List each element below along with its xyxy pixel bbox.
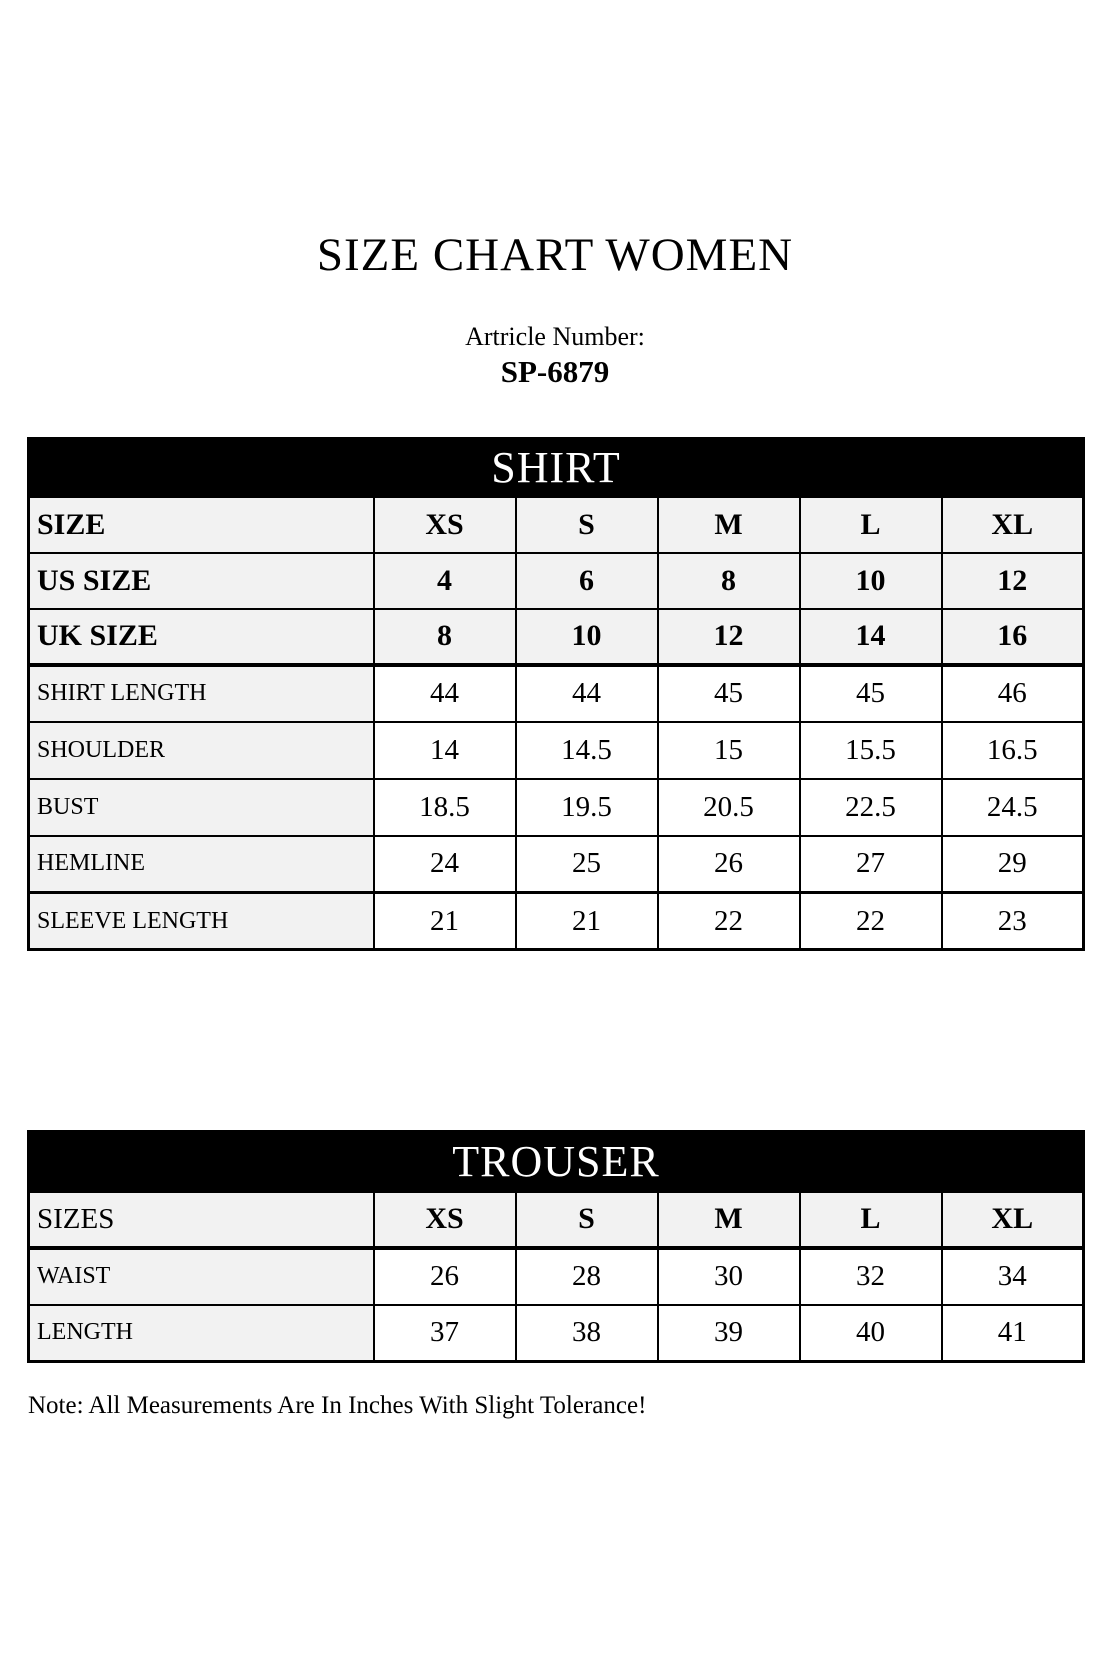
article-number-label: Artricle Number: <box>465 322 645 351</box>
measurement-row <box>29 893 1084 950</box>
size-value: 8 <box>374 609 516 665</box>
size-value: XL <box>942 1192 1084 1248</box>
measurement-value: 30 <box>658 1248 800 1305</box>
size-value: 12 <box>942 553 1084 609</box>
size-value: XS <box>374 1192 516 1248</box>
measurement-value: 22 <box>800 893 942 950</box>
article-number-value: SP-6879 <box>500 354 610 389</box>
size-row-label: SIZES <box>29 1192 374 1248</box>
measurement-value: 14 <box>374 722 516 779</box>
measurement-value: 46 <box>942 665 1084 722</box>
size-row <box>29 609 1084 665</box>
measurement-row <box>29 779 1084 836</box>
measurement-row <box>29 836 1084 893</box>
measurement-row-label: SHIRT LENGTH <box>29 665 374 722</box>
measurement-value: 25 <box>516 836 658 893</box>
measurement-value: 16.5 <box>942 722 1084 779</box>
page-title: SIZE CHART WOMEN <box>316 229 794 281</box>
measurement-row <box>29 1305 1084 1362</box>
measurement-value: 20.5 <box>658 779 800 836</box>
measurement-value: 22 <box>658 893 800 950</box>
measurement-value: 38 <box>516 1305 658 1362</box>
measurement-value: 21 <box>374 893 516 950</box>
trouser-table-title: TROUSER <box>29 1132 1084 1192</box>
measurement-value: 21 <box>516 893 658 950</box>
measurement-value: 19.5 <box>516 779 658 836</box>
measurement-value: 44 <box>516 665 658 722</box>
measurement-value: 37 <box>374 1305 516 1362</box>
measurement-value: 29 <box>942 836 1084 893</box>
measurement-value: 32 <box>800 1248 942 1305</box>
size-value: M <box>658 1192 800 1248</box>
measurement-value: 26 <box>374 1248 516 1305</box>
trouser-size-table <box>27 1130 1085 1363</box>
measurement-value: 27 <box>800 836 942 893</box>
measurement-value: 15.5 <box>800 722 942 779</box>
measurement-row-label: BUST <box>29 779 374 836</box>
size-value: XS <box>374 497 516 553</box>
measurement-value: 45 <box>800 665 942 722</box>
measurement-value: 41 <box>942 1305 1084 1362</box>
size-value: L <box>800 497 942 553</box>
size-row <box>29 1192 1084 1248</box>
measurement-value: 18.5 <box>374 779 516 836</box>
measurement-value: 15 <box>658 722 800 779</box>
measurement-value: 26 <box>658 836 800 893</box>
measurement-note: Note: All Measurements Are In Inches With Slight Tolerance! <box>28 1392 647 1419</box>
measurement-row <box>29 722 1084 779</box>
measurement-value: 24.5 <box>942 779 1084 836</box>
size-value: L <box>800 1192 942 1248</box>
size-value: 14 <box>800 609 942 665</box>
size-value: 10 <box>800 553 942 609</box>
measurement-value: 45 <box>658 665 800 722</box>
shirt-table-header-row <box>29 439 1084 497</box>
size-value: 12 <box>658 609 800 665</box>
size-row-label: UK SIZE <box>29 609 374 665</box>
measurement-value: 44 <box>374 665 516 722</box>
measurement-row <box>29 1248 1084 1305</box>
size-value: S <box>516 497 658 553</box>
measurement-row-label: SLEEVE LENGTH <box>29 893 374 950</box>
measurement-value: 22.5 <box>800 779 942 836</box>
shirt-size-table <box>27 437 1085 951</box>
measurement-row-label: HEMLINE <box>29 836 374 893</box>
size-value: 10 <box>516 609 658 665</box>
measurement-row-label: LENGTH <box>29 1305 374 1362</box>
size-value: 6 <box>516 553 658 609</box>
size-value: 8 <box>658 553 800 609</box>
measurement-value: 24 <box>374 836 516 893</box>
measurement-row-label: SHOULDER <box>29 722 374 779</box>
measurement-value: 39 <box>658 1305 800 1362</box>
measurement-value: 14.5 <box>516 722 658 779</box>
measurement-value: 34 <box>942 1248 1084 1305</box>
size-value: 4 <box>374 553 516 609</box>
size-value: XL <box>942 497 1084 553</box>
size-row <box>29 553 1084 609</box>
measurement-row <box>29 665 1084 722</box>
size-value: 16 <box>942 609 1084 665</box>
measurement-value: 40 <box>800 1305 942 1362</box>
measurement-value: 23 <box>942 893 1084 950</box>
size-row-label: US SIZE <box>29 553 374 609</box>
size-value: M <box>658 497 800 553</box>
size-value: S <box>516 1192 658 1248</box>
measurement-value: 28 <box>516 1248 658 1305</box>
trouser-table-header-row <box>29 1132 1084 1192</box>
measurement-row-label: WAIST <box>29 1248 374 1305</box>
size-row-label: SIZE <box>29 497 374 553</box>
shirt-table-title: SHIRT <box>29 439 1084 497</box>
size-row <box>29 497 1084 553</box>
